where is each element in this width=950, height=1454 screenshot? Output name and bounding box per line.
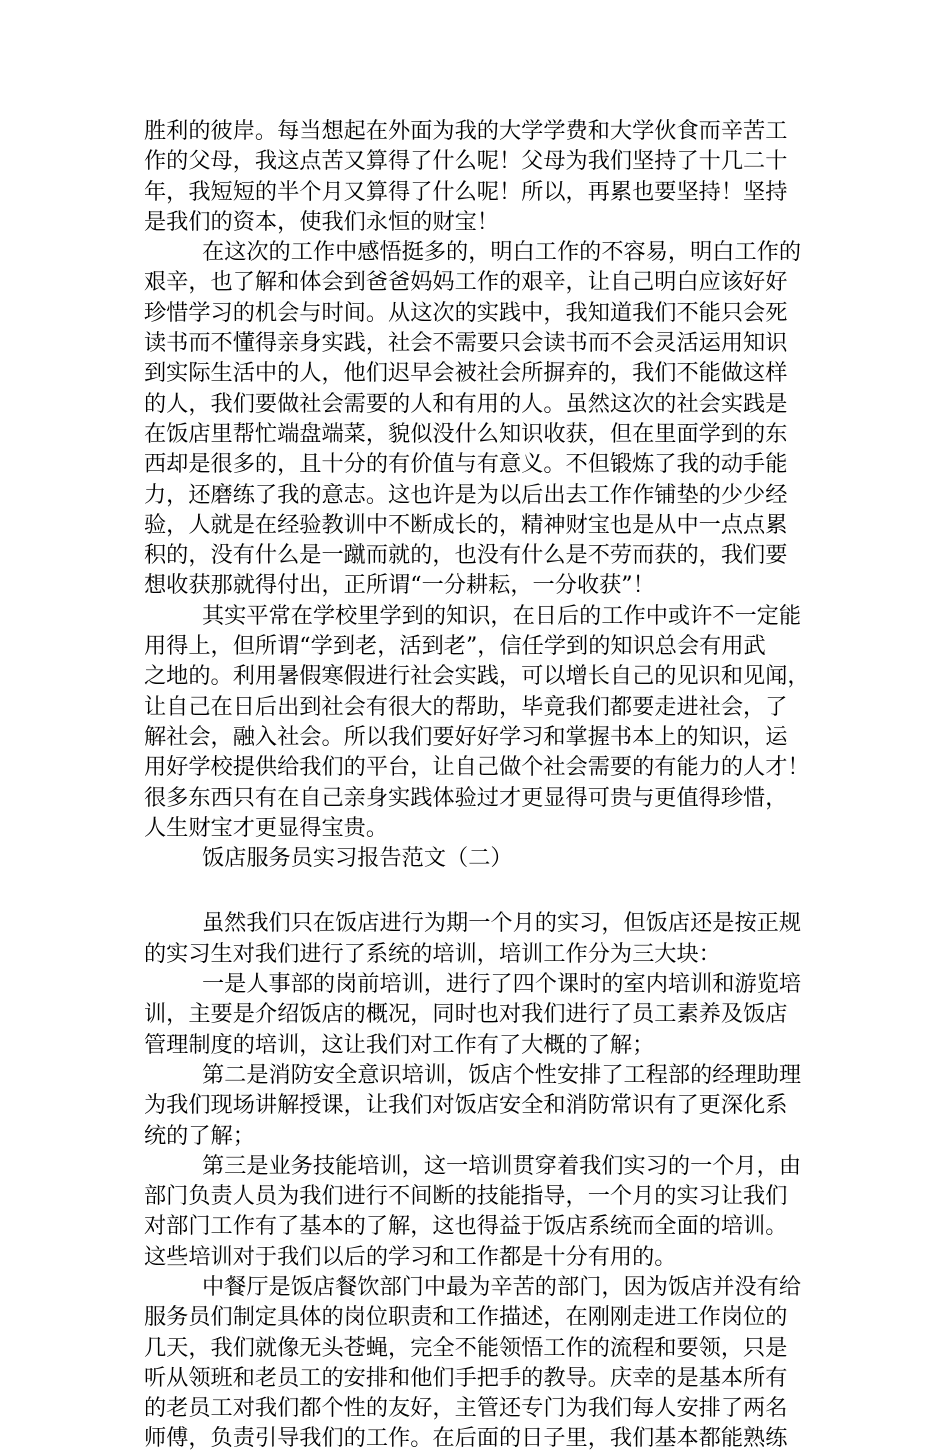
text-line: 服务员们制定具体的岗位职责和工作描述，在刚刚走进工作岗位的 [144, 1304, 788, 1331]
text-line: 想收获那就得付出，正所谓“一分耕耘，一分收获”！ [144, 572, 655, 599]
text-line: 第二是消防安全意识培训，饭店个性安排了工程部的经理助理 [202, 1061, 802, 1088]
paragraph-8 [144, 1272, 834, 1454]
text-line: 的实习生对我们进行了系统的培训，培训工作分为三大块： [144, 940, 721, 967]
text-line: 听从领班和老员工的安排和他们手把手的教导。庆幸的是基本所有 [144, 1364, 788, 1391]
text-line: 部门负责人员为我们进行不间断的技能指导，一个月的实习让我们 [144, 1183, 788, 1210]
text-line: 之地的。利用暑假寒假进行社会实践，可以增长自己的见识和见闻， [144, 663, 810, 690]
text-line: 是我们的资本，使我们永恒的财宝！ [144, 208, 499, 235]
paragraph-4 [144, 908, 834, 969]
text-line: 中餐厅是饭店餐饮部门中最为辛苦的部门，因为饭店并没有给 [202, 1273, 802, 1300]
text-line: 虽然我们只在饭店进行为期一个月的实习，但饭店还是按正规 [202, 910, 802, 937]
text-line: 一是人事部的岗前培训，进行了四个课时的室内培训和游览培 [202, 971, 802, 998]
text-line: 这些培训对于我们以后的学习和工作都是十分有用的。 [144, 1243, 677, 1270]
paragraph-5 [144, 969, 834, 1060]
document-body [144, 116, 834, 1454]
text-line: 到实际生活中的人，他们迟早会被社会所摒弃的，我们不能做这样 [144, 360, 788, 387]
paragraph-6 [144, 1060, 834, 1151]
paragraph-1 [144, 116, 834, 237]
text-line: 年，我短短的半个月又算得了什么呢！所以，再累也要坚持！坚持 [144, 178, 788, 205]
paragraph-7 [144, 1151, 834, 1272]
paragraph-3 [144, 601, 834, 843]
text-line: 在这次的工作中感悟挺多的，明白工作的不容易，明白工作的 [202, 239, 802, 266]
text-line: 其实平常在学校里学到的知识，在日后的工作中或许不一定能 [202, 602, 802, 629]
text-line: 的老员工对我们都个性的友好，主管还专门为我们每人安排了两名 [144, 1395, 788, 1422]
text-line: 几天，我们就像无头苍蝇，完全不能领悟工作的流程和要领，只是 [144, 1334, 788, 1361]
text-line: 让自己在日后出到社会有很大的帮助，毕竟我们都要走进社会，了 [144, 693, 788, 720]
text-line: 对部门工作有了基本的了解，这也得益于饭店系统而全面的培训。 [144, 1213, 788, 1240]
text-line: 人生财宝才更显得宝贵。 [144, 814, 389, 841]
section-heading: 饭店服务员实习报告范文（二） [202, 845, 513, 872]
text-line: 验，人就是在经验教训中不断成长的，精神财宝也是从中一点点累 [144, 511, 788, 538]
text-line: 师傅，负责引导我们的工作。在后面的日子里，我们基本都能熟练 [144, 1425, 788, 1452]
text-line: 珍惜学习的机会与时间。从这次的实践中，我知道我们不能只会死 [144, 299, 788, 326]
text-line: 为我们现场讲解授课，让我们对饭店安全和消防常识有了更深化系 [144, 1092, 788, 1119]
text-line: 在饭店里帮忙端盘端菜，貌似没什么知识收获，但在里面学到的东 [144, 420, 788, 447]
paragraph-2 [144, 237, 834, 601]
text-line: 训，主要是介绍饭店的概况，同时也对我们进行了员工素养及饭店 [144, 1001, 788, 1028]
text-line: 的人，我们要做社会需要的人和有用的人。虽然这次的社会实践是 [144, 390, 788, 417]
text-line: 解社会，融入社会。所以我们要好好学习和掌握书本上的知识，运 [144, 723, 788, 750]
text-line: 用得上，但所谓“学到老，活到老”，信任学到的知识总会有用武 [144, 633, 766, 660]
text-line: 胜利的彼岸。每当想起在外面为我的大学学费和大学伙食而辛苦工 [144, 118, 788, 144]
text-line: 管理制度的培训，这让我们对工作有了大概的了解； [144, 1031, 655, 1058]
text-line: 作的父母，我这点苦又算得了什么呢！父母为我们坚持了十几二十 [144, 148, 788, 175]
text-line: 用好学校提供给我们的平台，让自己做个社会需要的有能力的人才！ [144, 754, 810, 781]
text-line: 西却是很多的，且十分的有价值与有意义。不但锻炼了我的动手能 [144, 451, 788, 478]
text-line: 力，还磨练了我的意志。这也许是为以后出去工作作铺垫的少少经 [144, 481, 788, 508]
blank-line [144, 873, 834, 908]
text-line: 很多东西只有在自己亲身实践体验过才更显得可贵与更值得珍惜， [144, 784, 788, 811]
text-line: 第三是业务技能培训，这一培训贯穿着我们实习的一个月，由 [202, 1152, 802, 1179]
text-line: 统的了解； [144, 1122, 255, 1149]
text-line: 读书而不懂得亲身实践，社会不需要只会读书而不会灵活运用知识 [144, 330, 788, 357]
text-line: 艰辛，也了解和体会到爸爸妈妈工作的艰辛，让自己明白应该好好 [144, 269, 788, 296]
text-line: 积的，没有什么是一蹴而就的，也没有什么是不劳而获的，我们要 [144, 542, 788, 569]
